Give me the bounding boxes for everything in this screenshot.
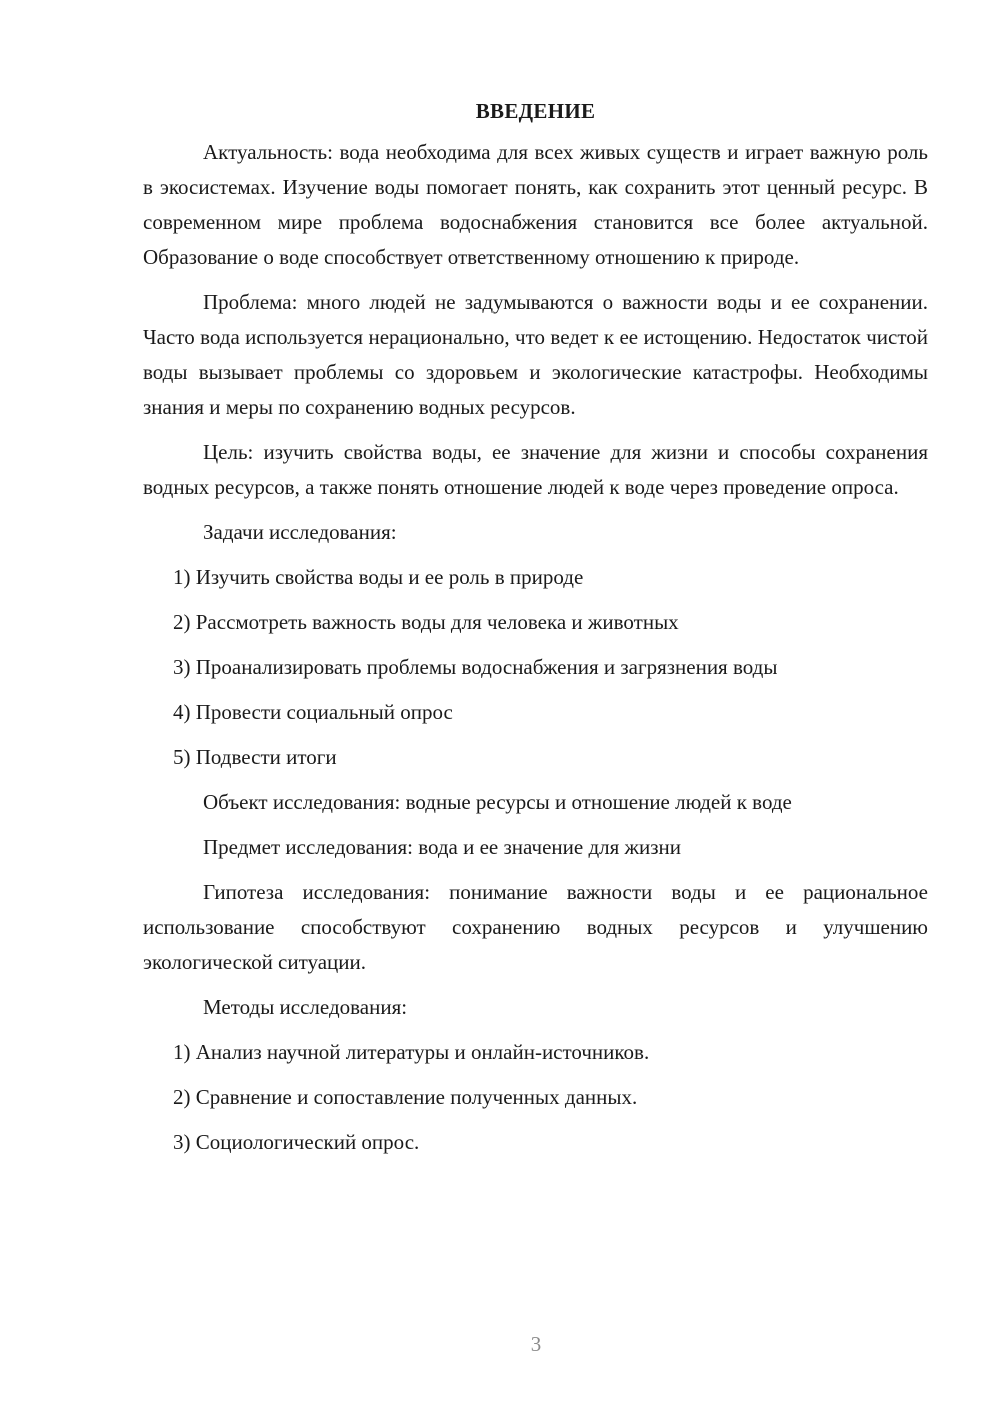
object-line: Объект исследования: водные ресурсы и отношение людей к воде bbox=[203, 790, 792, 814]
list-item: 1) Изучить свойства воды и ее роль в природе bbox=[173, 565, 584, 589]
subject-line: Предмет исследования: вода и ее значение для жизни bbox=[203, 835, 682, 859]
document-page bbox=[143, 96, 928, 1170]
list-item: 3) Проанализировать проблемы водоснабжения и загрязнения воды bbox=[173, 655, 778, 679]
methods-heading: Методы исследования: bbox=[203, 995, 408, 1019]
relevance-paragraph: Актуальность: вода необходима для всех живых существ и играет важную роль в экосистемах. Изучение воды помогает понять, как сохранить этот ценный ресурс. В современном мире проблема водоснабжения становится все более актуальной. Образование о воде способствует ответственному отношению к природе. bbox=[143, 140, 928, 269]
list-item: 2) Сравнение и сопоставление полученных данных. bbox=[173, 1085, 638, 1109]
list-item: 1) Анализ научной литературы и онлайн-источников. bbox=[173, 1040, 650, 1064]
goal-paragraph: Цель: изучить свойства воды, ее значение для жизни и способы сохранения водных ресурсов, а также понять отношение людей к воде через проведение опроса. bbox=[143, 440, 928, 499]
page-number: 3 bbox=[530, 1332, 542, 1356]
problem-paragraph: Проблема: много людей не задумываются о важности воды и ее сохранении. Часто вода используется нерационально, что ведет к ее истощению. Недостаток чистой воды вызывает проблемы со здоровьем и экологические катастрофы. Необходимы знания и меры по сохранению водных ресурсов. bbox=[143, 290, 928, 419]
list-item: 2) Рассмотреть важность воды для человека и животных bbox=[173, 610, 679, 634]
tasks-heading: Задачи исследования: bbox=[203, 520, 397, 544]
list-item: 3) Социологический опрос. bbox=[173, 1130, 420, 1154]
section-title: ВВЕДЕНИЕ bbox=[475, 99, 596, 123]
hypothesis-paragraph: Гипотеза исследования: понимание важности воды и ее рациональное использование способствуют сохранению водных ресурсов и улучшению экологической ситуации. bbox=[143, 880, 928, 974]
list-item: 5) Подвести итоги bbox=[173, 745, 337, 769]
list-item: 4) Провести социальный опрос bbox=[173, 700, 453, 724]
